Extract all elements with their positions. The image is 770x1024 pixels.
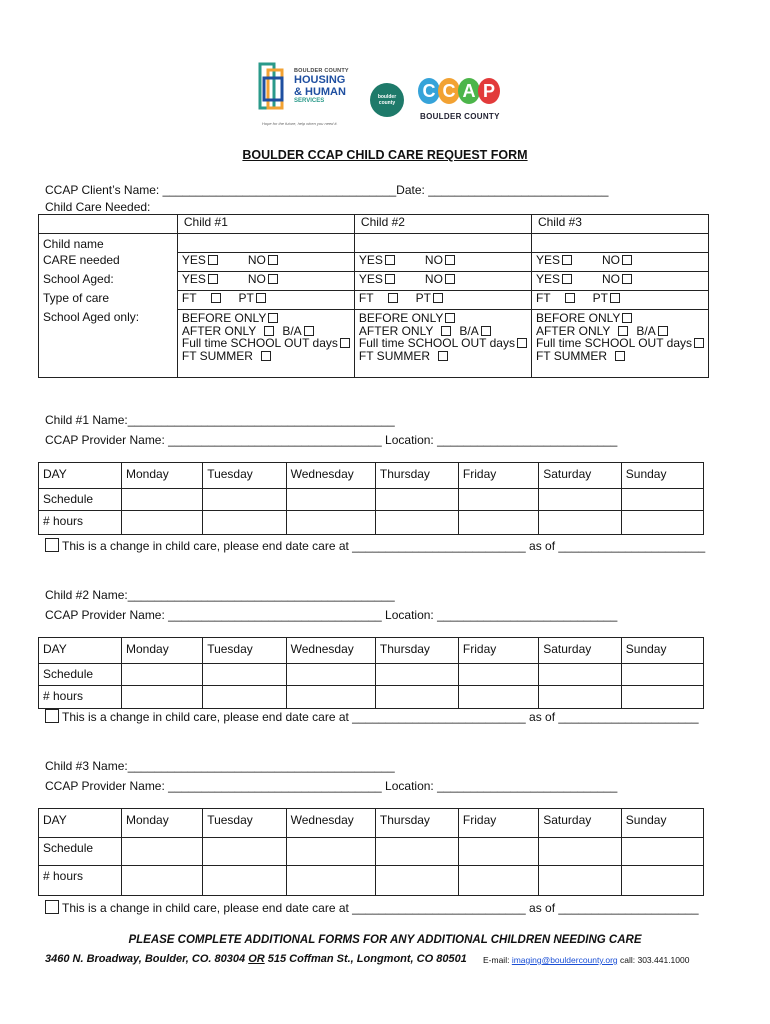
child3-name-line[interactable]: Child #3 Name:________________________________________ (45, 759, 395, 773)
child1-schedule-table (38, 462, 704, 535)
schedule-cell[interactable] (286, 838, 375, 866)
ft-summer-checkbox[interactable] (438, 351, 448, 361)
school-aged-row (39, 272, 709, 291)
schedule-cell[interactable] (539, 686, 622, 709)
schedule-cell[interactable] (203, 511, 286, 535)
schedule-cell[interactable] (375, 686, 458, 709)
care-table (38, 214, 709, 378)
child2-schedule-table (38, 637, 704, 709)
schedule-header-wednesday: Wednesday (286, 638, 375, 664)
email-link[interactable]: imaging@bouldercounty.org (511, 955, 618, 965)
schedule-cell[interactable] (203, 686, 286, 709)
schedule-cell[interactable] (458, 686, 538, 709)
yes-checkbox[interactable] (208, 274, 218, 284)
ba-checkbox[interactable] (304, 326, 314, 336)
row-label-child-name: Child name (39, 234, 178, 253)
child1-provider-line[interactable]: CCAP Provider Name: ________________________________ Location: ___________________________ (45, 433, 618, 447)
schedule-cell[interactable] (621, 686, 703, 709)
logo-row (250, 58, 520, 130)
child1-name-line[interactable]: Child #1 Name:________________________________________ (45, 413, 395, 427)
bchhs-line1: BOULDER COUNTY (294, 68, 349, 74)
schedule-header-thursday: Thursday (375, 463, 458, 489)
schedule-cell[interactable] (621, 838, 703, 866)
ccap-letters (418, 78, 498, 104)
ccap-letter: A (458, 78, 480, 104)
care-needed-row (39, 253, 709, 272)
schedule-cell[interactable] (375, 838, 458, 866)
child2-change-line (45, 709, 699, 724)
schedule-cell[interactable] (621, 511, 703, 535)
care-header-child3: Child #3 (531, 215, 708, 234)
schedule-cell[interactable] (203, 866, 286, 896)
schedule-header-thursday: Thursday (375, 809, 458, 838)
schedule-cell[interactable] (458, 664, 538, 686)
yes-checkbox[interactable] (385, 255, 395, 265)
no-checkbox[interactable] (445, 255, 455, 265)
schedule-header-day: DAY (39, 638, 122, 664)
schedule-header-friday: Friday (458, 638, 538, 664)
schedule-cell[interactable] (375, 489, 458, 511)
schedule-cell[interactable] (375, 664, 458, 686)
footer-address: 3460 N. Broadway, Boulder, CO. 80304 OR 515 Coffman St., Longmont, CO 80501 (45, 953, 467, 965)
bchhs-line2: HOUSING (294, 74, 346, 86)
schedule-cell[interactable] (458, 511, 538, 535)
schedule-cell[interactable] (621, 664, 703, 686)
bchhs-logo (250, 58, 360, 130)
child3-provider-line[interactable]: CCAP Provider Name: ________________________________ Location: ___________________________ (45, 779, 618, 793)
no-checkbox[interactable] (445, 274, 455, 284)
child2-type-of-care: FT PT (354, 291, 531, 310)
child3-schedule-table (38, 808, 704, 896)
schedule-header-tuesday: Tuesday (203, 463, 286, 489)
child2-care-needed: YES NO (354, 253, 531, 272)
schedule-header-monday: Monday (122, 809, 203, 838)
schedule-cell[interactable] (458, 838, 538, 866)
child2-name-line[interactable]: Child #2 Name:________________________________________ (45, 588, 395, 602)
before-only-checkbox[interactable] (622, 313, 632, 323)
child1-name-cell[interactable] (177, 234, 354, 253)
yes-checkbox[interactable] (562, 274, 572, 284)
schedule-cell[interactable] (203, 489, 286, 511)
before-only-checkbox[interactable] (445, 313, 455, 323)
seal-line1: boulder (377, 94, 397, 100)
schedule-header-sunday: Sunday (621, 809, 703, 838)
child3-school-aged-only: BEFORE ONLY AFTER ONLY B/A Full time SCHOOL OUT days FT SUMMER (531, 310, 708, 378)
schedule-header-friday: Friday (458, 809, 538, 838)
change-in-care-checkbox[interactable] (45, 709, 59, 723)
schedule-cell[interactable] (539, 489, 622, 511)
fulltime-school-out-checkbox[interactable] (694, 338, 704, 348)
schedule-cell[interactable] (122, 511, 203, 535)
schedule-cell[interactable] (122, 686, 203, 709)
change-in-care-checkbox[interactable] (45, 538, 59, 552)
child1-school-aged-only: BEFORE ONLY AFTER ONLY B/A Full time SCHOOL OUT days FT SUMMER (177, 310, 354, 378)
child1-school-aged: YES NO (177, 272, 354, 291)
footer-instruction: PLEASE COMPLETE ADDITIONAL FORMS FOR ANY ADDITIONAL CHILDREN NEEDING CARE (128, 934, 642, 946)
schedule-cell[interactable] (621, 489, 703, 511)
type-of-care-row (39, 291, 709, 310)
yes-checkbox[interactable] (385, 274, 395, 284)
schedule-cell[interactable] (286, 489, 375, 511)
no-checkbox[interactable] (622, 274, 632, 284)
care-needed-label: Child Care Needed: (45, 200, 151, 214)
care-header-child2: Child #2 (354, 215, 531, 234)
schedule-header-wednesday: Wednesday (286, 809, 375, 838)
schedule-cell[interactable] (286, 664, 375, 686)
schedule-cell[interactable] (286, 511, 375, 535)
ft-summer-checkbox[interactable] (261, 351, 271, 361)
school-aged-only-row (39, 310, 709, 378)
change-in-care-text: This is a change in child care, please end date care at __________________________ as of ______________________ (62, 539, 706, 553)
yes-checkbox[interactable] (562, 255, 572, 265)
ft-summer-checkbox[interactable] (615, 351, 625, 361)
schedule-header-tuesday: Tuesday (203, 809, 286, 838)
bchhs-line3: & HUMAN (294, 86, 346, 98)
row-label-school-aged-only: School Aged only: (39, 310, 178, 378)
no-checkbox[interactable] (268, 274, 278, 284)
schedule-header-saturday: Saturday (539, 809, 622, 838)
schedule-row-label: Schedule (39, 489, 122, 511)
schedule-row-label: # hours (39, 511, 122, 535)
pt-checkbox[interactable] (256, 293, 266, 303)
ccap-letter: P (478, 78, 500, 104)
schedule-header-day: DAY (39, 463, 122, 489)
child3-school-aged: YES NO (531, 272, 708, 291)
schedule-row-label: Schedule (39, 838, 122, 866)
schedule-cell[interactable] (203, 838, 286, 866)
schedule-cell[interactable] (539, 511, 622, 535)
ft-checkbox[interactable] (211, 293, 221, 303)
before-only-checkbox[interactable] (268, 313, 278, 323)
form-title: BOULDER CCAP CHILD CARE REQUEST FORM (242, 148, 528, 162)
bchhs-line4: SERVICES (294, 98, 325, 104)
schedule-cell[interactable] (458, 866, 538, 896)
schedule-cell[interactable] (375, 511, 458, 535)
row-label-type-of-care: Type of care (39, 291, 178, 310)
child2-school-aged: YES NO (354, 272, 531, 291)
after-only-checkbox[interactable] (264, 326, 274, 336)
child2-provider-line[interactable]: CCAP Provider Name: ________________________________ Location: ___________________________ (45, 608, 618, 622)
schedule-header-thursday: Thursday (375, 638, 458, 664)
schedule-header-sunday: Sunday (621, 638, 703, 664)
ccap-logo (418, 76, 518, 130)
care-table-corner (39, 215, 178, 234)
schedule-cell[interactable] (539, 664, 622, 686)
child1-type-of-care: FT PT (177, 291, 354, 310)
schedule-cell[interactable] (286, 866, 375, 896)
seal-line2: county (378, 100, 396, 106)
schedule-cell[interactable] (286, 686, 375, 709)
bchhs-tagline: Hope for the future, help when you need it. (262, 121, 338, 126)
yes-checkbox[interactable] (208, 255, 218, 265)
schedule-header-sunday: Sunday (621, 463, 703, 489)
row-label-care-needed: CARE needed (39, 253, 178, 272)
ba-checkbox[interactable] (481, 326, 491, 336)
child3-name-cell[interactable] (531, 234, 708, 253)
schedule-header-day: DAY (39, 809, 122, 838)
change-in-care-text: This is a change in child care, please end date care at __________________________ as of _____________________ (62, 710, 699, 724)
schedule-cell[interactable] (122, 838, 203, 866)
schedule-cell[interactable] (203, 664, 286, 686)
child2-name-cell[interactable] (354, 234, 531, 253)
child3-care-needed: YES NO (531, 253, 708, 272)
ft-checkbox[interactable] (565, 293, 575, 303)
child1-care-needed: YES NO (177, 253, 354, 272)
child2-school-aged-only: BEFORE ONLY AFTER ONLY B/A Full time SCHOOL OUT days FT SUMMER (354, 310, 531, 378)
ft-checkbox[interactable] (388, 293, 398, 303)
child1-change-line (45, 538, 705, 553)
bchhs-mark-icon (258, 62, 290, 114)
schedule-cell[interactable] (539, 866, 622, 896)
schedule-cell[interactable] (458, 489, 538, 511)
change-in-care-text: This is a change in child care, please end date care at __________________________ as of _____________________ (62, 901, 699, 915)
schedule-cell[interactable] (621, 866, 703, 896)
row-label-school-aged: School Aged: (39, 272, 178, 291)
schedule-cell[interactable] (122, 664, 203, 686)
schedule-header-tuesday: Tuesday (203, 638, 286, 664)
boulder-county-seal (370, 83, 404, 117)
child3-change-line (45, 900, 699, 915)
schedule-cell[interactable] (122, 866, 203, 896)
schedule-row-label: Schedule (39, 664, 122, 686)
care-header-child1: Child #1 (177, 215, 354, 234)
client-name-date-line[interactable]: CCAP Client’s Name: ___________________________________Date: ___________________________ (45, 183, 609, 197)
ccap-letter: C (418, 78, 440, 104)
no-checkbox[interactable] (622, 255, 632, 265)
footer-contact: E-mail: imaging@bouldercounty.org call: 303.441.1000 (483, 955, 690, 965)
fulltime-school-out-checkbox[interactable] (340, 338, 350, 348)
ba-checkbox[interactable] (658, 326, 668, 336)
change-in-care-checkbox[interactable] (45, 900, 59, 914)
schedule-header-monday: Monday (122, 463, 203, 489)
fulltime-school-out-checkbox[interactable] (517, 338, 527, 348)
schedule-header-monday: Monday (122, 638, 203, 664)
no-checkbox[interactable] (268, 255, 278, 265)
schedule-cell[interactable] (122, 489, 203, 511)
pt-checkbox[interactable] (610, 293, 620, 303)
after-only-checkbox[interactable] (618, 326, 628, 336)
ccap-subtitle: BOULDER COUNTY (420, 112, 500, 121)
schedule-row-label: # hours (39, 866, 122, 896)
after-only-checkbox[interactable] (441, 326, 451, 336)
ccap-letter: C (438, 78, 460, 104)
schedule-cell[interactable] (375, 866, 458, 896)
pt-checkbox[interactable] (433, 293, 443, 303)
schedule-header-wednesday: Wednesday (286, 463, 375, 489)
schedule-header-saturday: Saturday (539, 463, 622, 489)
child3-type-of-care: FT PT (531, 291, 708, 310)
schedule-header-friday: Friday (458, 463, 538, 489)
schedule-row-label: # hours (39, 686, 122, 709)
schedule-cell[interactable] (539, 838, 622, 866)
schedule-header-saturday: Saturday (539, 638, 622, 664)
